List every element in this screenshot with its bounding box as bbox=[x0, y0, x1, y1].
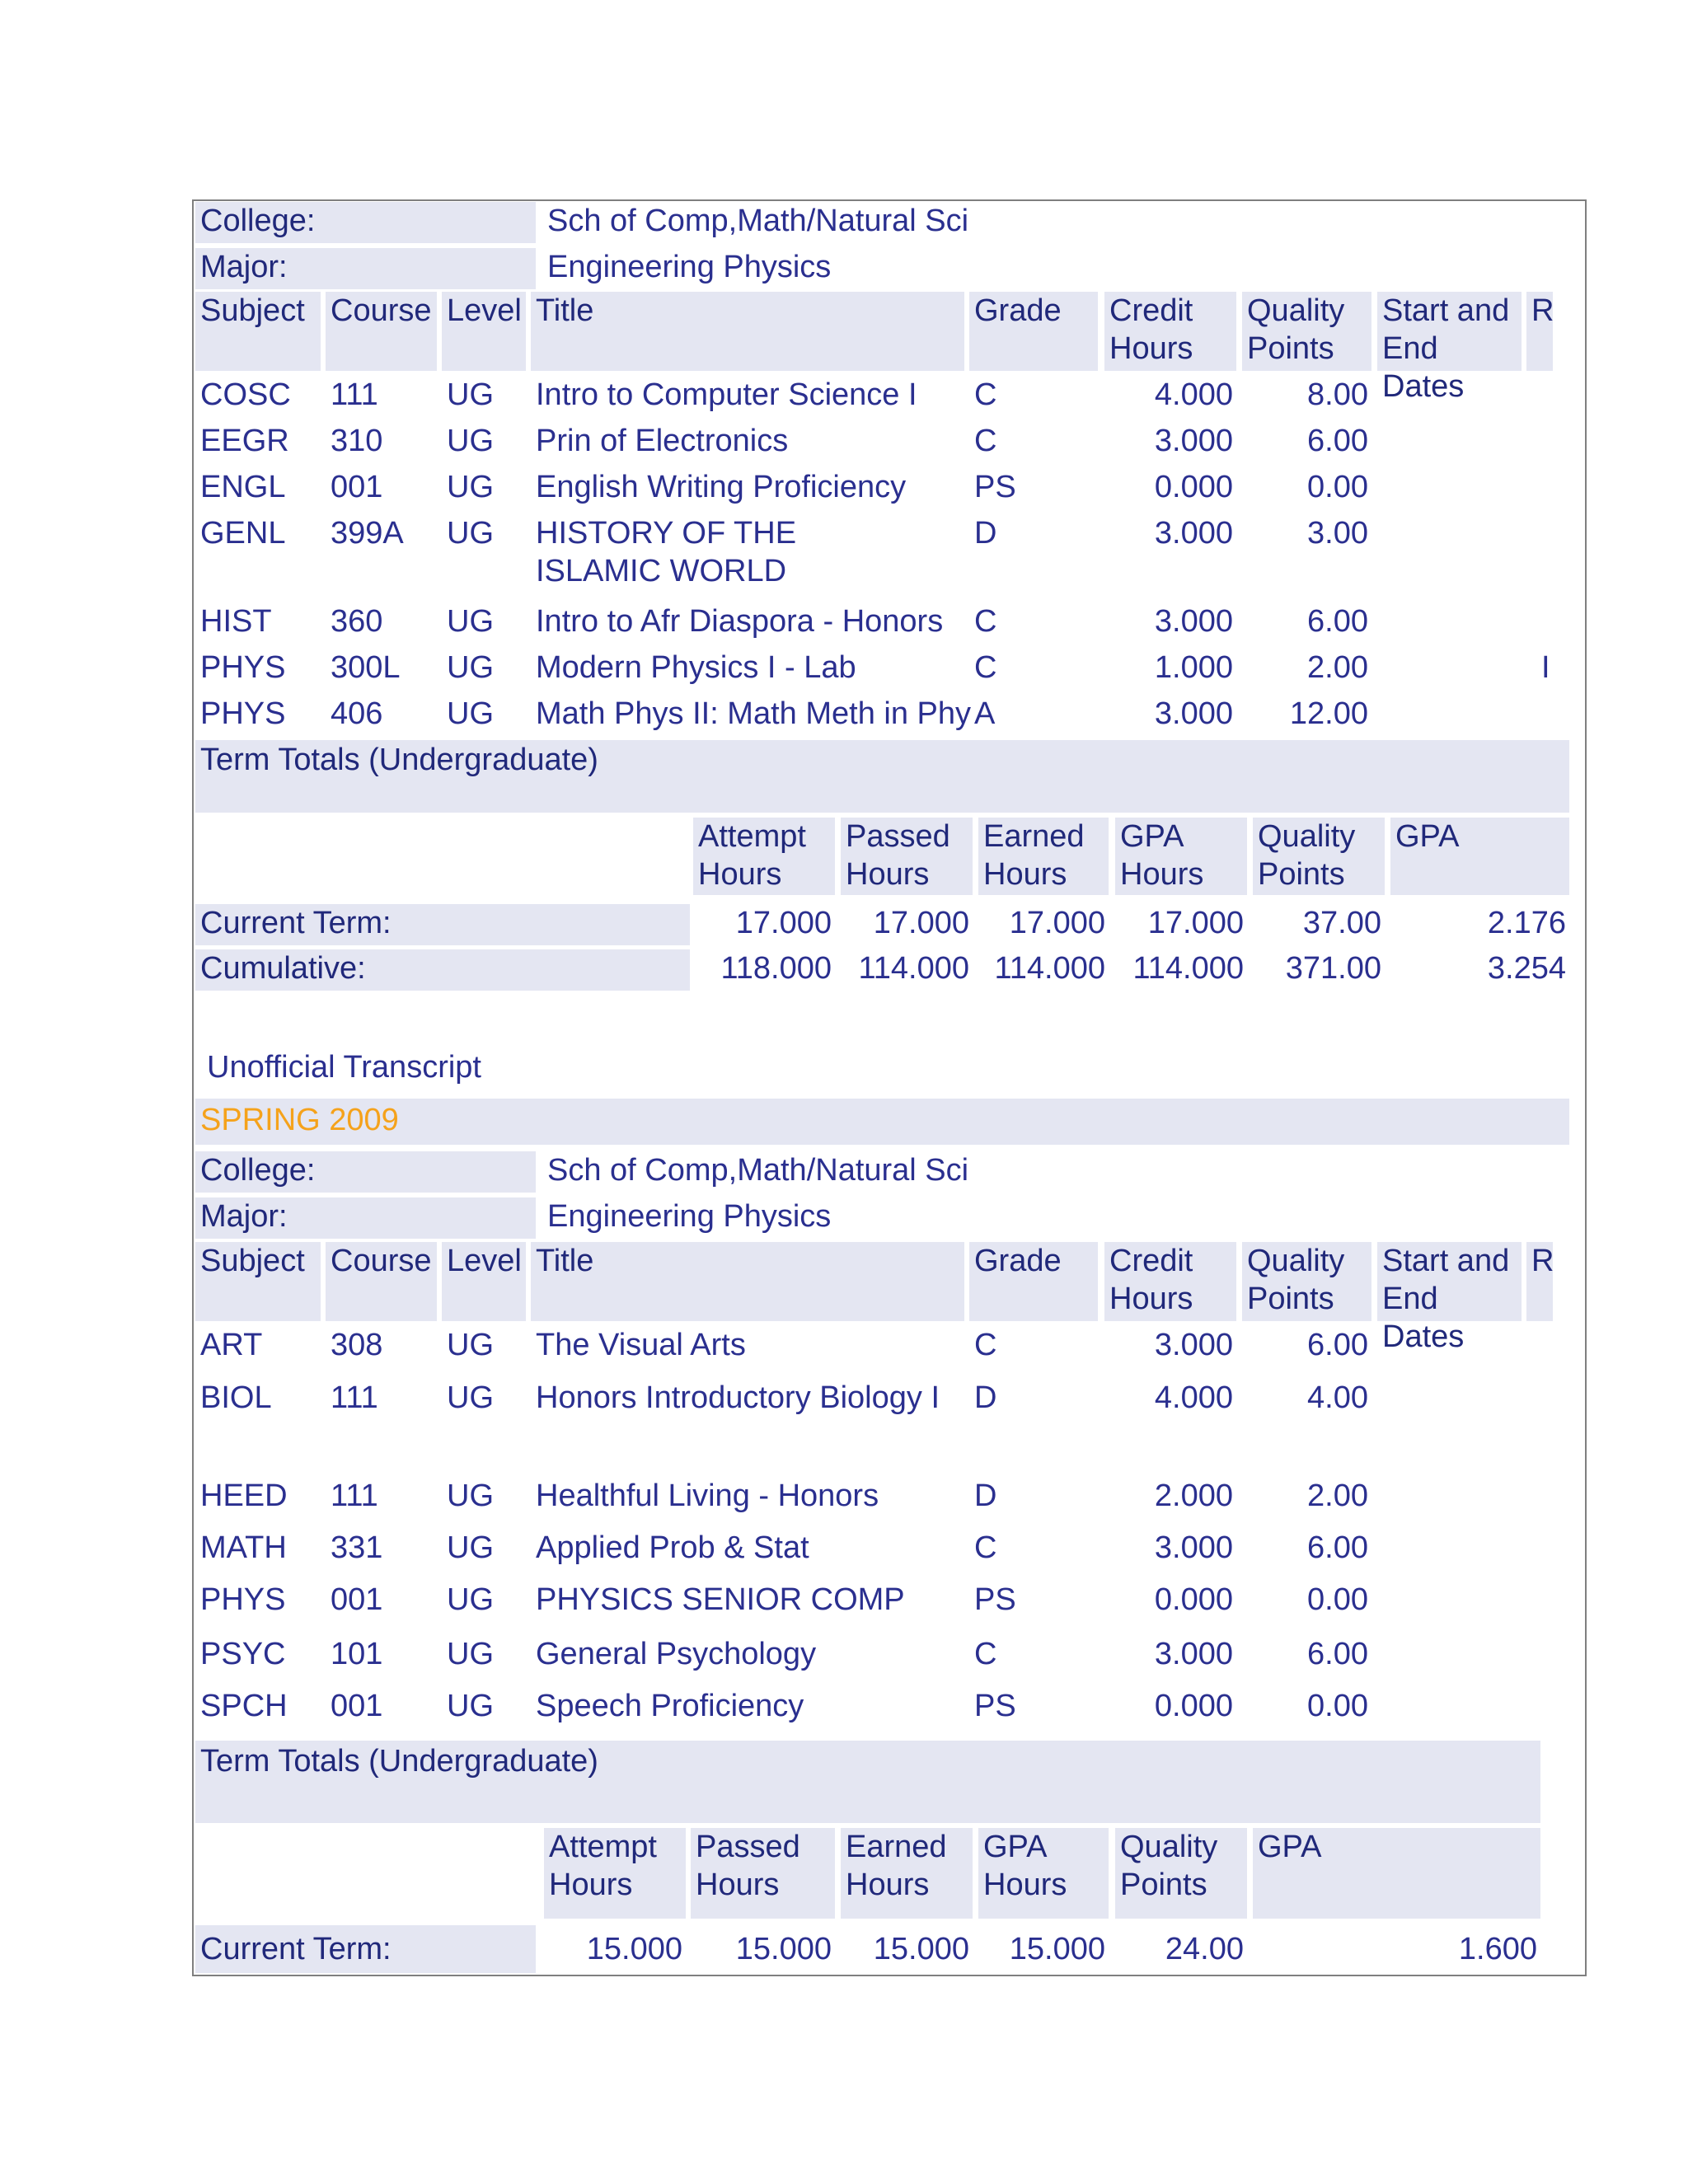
term-totals-label: Term Totals (Undergraduate) bbox=[200, 743, 598, 777]
header-credit-hours: Credit Hours bbox=[1104, 292, 1236, 371]
gpa-value: 2.176 bbox=[1487, 906, 1566, 940]
cell-level: UG bbox=[447, 650, 494, 685]
cell-level: UG bbox=[447, 1582, 494, 1617]
cell-grade: PS bbox=[974, 1582, 1016, 1617]
cell-level: UG bbox=[447, 1689, 494, 1723]
totals-header-gpa-hours: GPA Hours bbox=[978, 1828, 1109, 1919]
cell-course: 310 bbox=[331, 424, 383, 458]
cell-credit-hours: 0.000 bbox=[1154, 1582, 1233, 1617]
cell-quality-points: 4.00 bbox=[1307, 1380, 1368, 1415]
totals-header-passed-hours: Passed Hours bbox=[841, 818, 973, 895]
header-level: Level bbox=[442, 1242, 526, 1321]
totals-header-attempt-hours: Attempt Hours bbox=[693, 818, 835, 895]
cell-title: Healthful Living - Honors bbox=[536, 1479, 879, 1513]
college-value: Sch of Comp,Math/Natural Sci bbox=[547, 1153, 969, 1188]
header-level: Level bbox=[442, 292, 526, 371]
cell-level: UG bbox=[447, 696, 494, 731]
cell-credit-hours: 3.000 bbox=[1154, 604, 1233, 639]
cell-course: 001 bbox=[331, 1582, 383, 1617]
passed-hours-value: 17.000 bbox=[873, 906, 969, 940]
cell-quality-points: 0.00 bbox=[1307, 1582, 1368, 1617]
cell-title: Speech Proficiency bbox=[536, 1689, 804, 1723]
cell-grade: C bbox=[974, 377, 997, 412]
term-totals-label: Term Totals (Undergraduate) bbox=[200, 1744, 598, 1779]
passed-hours-value: 114.000 bbox=[858, 951, 969, 986]
cell-subject: HEED bbox=[200, 1479, 288, 1513]
cell-course: 111 bbox=[331, 1380, 378, 1415]
gpa-hours-value: 17.000 bbox=[1147, 906, 1244, 940]
cell-subject: PHYS bbox=[200, 1582, 286, 1617]
gpa-value: 3.254 bbox=[1487, 951, 1566, 986]
cell-title: Intro to Computer Science I bbox=[536, 377, 917, 412]
cell-level: UG bbox=[447, 516, 494, 551]
earned-hours-value: 114.000 bbox=[994, 951, 1105, 986]
header-quality-points: Quality Points bbox=[1242, 1242, 1372, 1321]
cell-title: The Visual Arts bbox=[536, 1328, 746, 1362]
college-label: College: bbox=[195, 202, 536, 243]
totals-header-gpa: GPA bbox=[1390, 818, 1569, 895]
cell-credit-hours: 0.000 bbox=[1154, 470, 1233, 504]
cell-course: 331 bbox=[331, 1530, 383, 1565]
totals-header-attempt-hours: Attempt Hours bbox=[544, 1828, 686, 1919]
totals-header-passed-hours: Passed Hours bbox=[691, 1828, 835, 1919]
cell-subject: PSYC bbox=[200, 1637, 286, 1671]
attempt-hours-value: 17.000 bbox=[735, 906, 832, 940]
cell-course: 300L bbox=[331, 650, 401, 685]
header-quality-points: Quality Points bbox=[1242, 292, 1372, 371]
quality-points-value: 371.00 bbox=[1285, 951, 1381, 986]
cell-quality-points: 6.00 bbox=[1307, 604, 1368, 639]
gpa-hours-value: 114.000 bbox=[1132, 951, 1244, 986]
cell-title: Modern Physics I - Lab bbox=[536, 650, 856, 685]
cell-grade: A bbox=[974, 696, 996, 731]
cell-credit-hours: 3.000 bbox=[1154, 1637, 1233, 1671]
cell-grade: C bbox=[974, 1637, 997, 1671]
unofficial-transcript-label: Unofficial Transcript bbox=[207, 1050, 481, 1085]
header-r: R bbox=[1526, 1242, 1553, 1321]
gpa-hours-value: 15.000 bbox=[1009, 1932, 1105, 1966]
cell-level: UG bbox=[447, 470, 494, 504]
cell-title: HISTORY OF THE ISLAMIC WORLD bbox=[536, 516, 797, 588]
cell-credit-hours: 1.000 bbox=[1154, 650, 1233, 685]
cell-subject: PHYS bbox=[200, 650, 286, 685]
cell-subject: BIOL bbox=[200, 1380, 272, 1415]
college-value: Sch of Comp,Math/Natural Sci bbox=[547, 204, 969, 238]
totals-row-label: Current Term: bbox=[195, 904, 690, 945]
quality-points-value: 37.00 bbox=[1302, 906, 1381, 940]
cell-level: UG bbox=[447, 1530, 494, 1565]
cell-grade: D bbox=[974, 1380, 997, 1415]
totals-header-gpa-hours: GPA Hours bbox=[1115, 818, 1247, 895]
cell-grade: D bbox=[974, 1479, 997, 1513]
term-title: SPRING 2009 bbox=[200, 1103, 399, 1137]
cell-course: 111 bbox=[331, 377, 378, 412]
cell-credit-hours: 3.000 bbox=[1154, 1530, 1233, 1565]
passed-hours-value: 15.000 bbox=[735, 1932, 832, 1966]
header-title: Title bbox=[531, 1242, 964, 1321]
cell-credit-hours: 3.000 bbox=[1154, 696, 1233, 731]
cell-quality-points: 6.00 bbox=[1307, 424, 1368, 458]
totals-header-earned-hours: Earned Hours bbox=[841, 1828, 973, 1919]
cell-credit-hours: 3.000 bbox=[1154, 516, 1233, 551]
college-label: College: bbox=[195, 1151, 536, 1193]
header-credit-hours: Credit Hours bbox=[1104, 1242, 1236, 1321]
cell-course: 308 bbox=[331, 1328, 383, 1362]
cell-course: 101 bbox=[331, 1637, 383, 1671]
cell-level: UG bbox=[447, 1380, 494, 1415]
cell-subject: MATH bbox=[200, 1530, 287, 1565]
totals-header-spacer bbox=[195, 818, 690, 895]
major-label: Major: bbox=[195, 248, 536, 289]
cell-quality-points: 6.00 bbox=[1307, 1637, 1368, 1671]
cell-quality-points: 6.00 bbox=[1307, 1530, 1368, 1565]
gpa-value: 1.600 bbox=[1458, 1932, 1537, 1966]
cell-course: 111 bbox=[331, 1479, 378, 1513]
cell-level: UG bbox=[447, 1479, 494, 1513]
totals-header-quality-points: Quality Points bbox=[1253, 818, 1385, 895]
cell-course: 399A bbox=[331, 516, 404, 551]
totals-row-label: Cumulative: bbox=[195, 949, 690, 991]
totals-header-gpa: GPA bbox=[1253, 1828, 1540, 1919]
cell-title: General Psychology bbox=[536, 1637, 817, 1671]
cell-course: 360 bbox=[331, 604, 383, 639]
header-title: Title bbox=[531, 292, 964, 371]
cell-title: Intro to Afr Diaspora - Honors bbox=[536, 604, 944, 639]
header-course: Course bbox=[326, 1242, 437, 1321]
header-start-end-dates: Start and End Dates bbox=[1377, 292, 1522, 371]
cell-quality-points: 12.00 bbox=[1289, 696, 1368, 731]
cell-level: UG bbox=[447, 424, 494, 458]
cell-subject: GENL bbox=[200, 516, 286, 551]
cell-level: UG bbox=[447, 1328, 494, 1362]
cell-title: PHYSICS SENIOR COMP bbox=[536, 1582, 905, 1617]
totals-header-earned-hours: Earned Hours bbox=[978, 818, 1109, 895]
cell-subject: COSC bbox=[200, 377, 291, 412]
major-value: Engineering Physics bbox=[547, 1199, 832, 1234]
cell-grade: C bbox=[974, 604, 997, 639]
header-grade: Grade bbox=[969, 1242, 1098, 1321]
cell-grade: C bbox=[974, 1328, 997, 1362]
cell-quality-points: 3.00 bbox=[1307, 516, 1368, 551]
cell-level: UG bbox=[447, 377, 494, 412]
cell-course: 001 bbox=[331, 470, 383, 504]
cell-subject: EEGR bbox=[200, 424, 289, 458]
cell-level: UG bbox=[447, 604, 494, 639]
cell-grade: C bbox=[974, 424, 997, 458]
cell-subject: PHYS bbox=[200, 696, 286, 731]
cell-subject: HIST bbox=[200, 604, 272, 639]
cell-credit-hours: 4.000 bbox=[1154, 1380, 1233, 1415]
major-value: Engineering Physics bbox=[547, 250, 832, 284]
header-subject: Subject bbox=[195, 1242, 321, 1321]
cell-grade: PS bbox=[974, 1689, 1016, 1723]
cell-quality-points: 0.00 bbox=[1307, 470, 1368, 504]
cell-grade: PS bbox=[974, 470, 1016, 504]
totals-header-quality-points: Quality Points bbox=[1115, 1828, 1247, 1919]
header-start-end-dates: Start and End Dates bbox=[1377, 1242, 1522, 1321]
cell-quality-points: 0.00 bbox=[1307, 1689, 1368, 1723]
attempt-hours-value: 15.000 bbox=[586, 1932, 682, 1966]
cell-grade: C bbox=[974, 1530, 997, 1565]
cell-title: Math Phys II: Math Meth in Phy bbox=[536, 696, 971, 731]
cell-title: Prin of Electronics bbox=[536, 424, 789, 458]
header-r: R bbox=[1526, 292, 1553, 371]
attempt-hours-value: 118.000 bbox=[720, 951, 832, 986]
cell-subject: SPCH bbox=[200, 1689, 288, 1723]
cell-credit-hours: 3.000 bbox=[1154, 424, 1233, 458]
header-course: Course bbox=[326, 292, 437, 371]
header-subject: Subject bbox=[195, 292, 321, 371]
header-grade: Grade bbox=[969, 292, 1098, 371]
cell-level: UG bbox=[447, 1637, 494, 1671]
cell-course: 001 bbox=[331, 1689, 383, 1723]
cell-credit-hours: 0.000 bbox=[1154, 1689, 1233, 1723]
cell-title: Honors Introductory Biology I bbox=[536, 1380, 940, 1415]
cell-title: Applied Prob & Stat bbox=[536, 1530, 809, 1565]
cell-credit-hours: 3.000 bbox=[1154, 1328, 1233, 1362]
cell-subject: ENGL bbox=[200, 470, 286, 504]
quality-points-value: 24.00 bbox=[1165, 1932, 1244, 1966]
cell-quality-points: 6.00 bbox=[1307, 1328, 1368, 1362]
earned-hours-value: 17.000 bbox=[1009, 906, 1105, 940]
cell-quality-points: 8.00 bbox=[1307, 377, 1368, 412]
cell-quality-points: 2.00 bbox=[1307, 650, 1368, 685]
major-label: Major: bbox=[195, 1197, 536, 1239]
cell-subject: ART bbox=[200, 1328, 263, 1362]
cell-credit-hours: 4.000 bbox=[1154, 377, 1233, 412]
cell-r: I bbox=[1541, 650, 1550, 685]
cell-credit-hours: 2.000 bbox=[1154, 1479, 1233, 1513]
cell-quality-points: 2.00 bbox=[1307, 1479, 1368, 1513]
cell-grade: C bbox=[974, 650, 997, 685]
earned-hours-value: 15.000 bbox=[873, 1932, 969, 1966]
cell-title: English Writing Proficiency bbox=[536, 470, 907, 504]
cell-grade: D bbox=[974, 516, 997, 551]
totals-row-label: Current Term: bbox=[195, 1925, 536, 1973]
cell-course: 406 bbox=[331, 696, 383, 731]
